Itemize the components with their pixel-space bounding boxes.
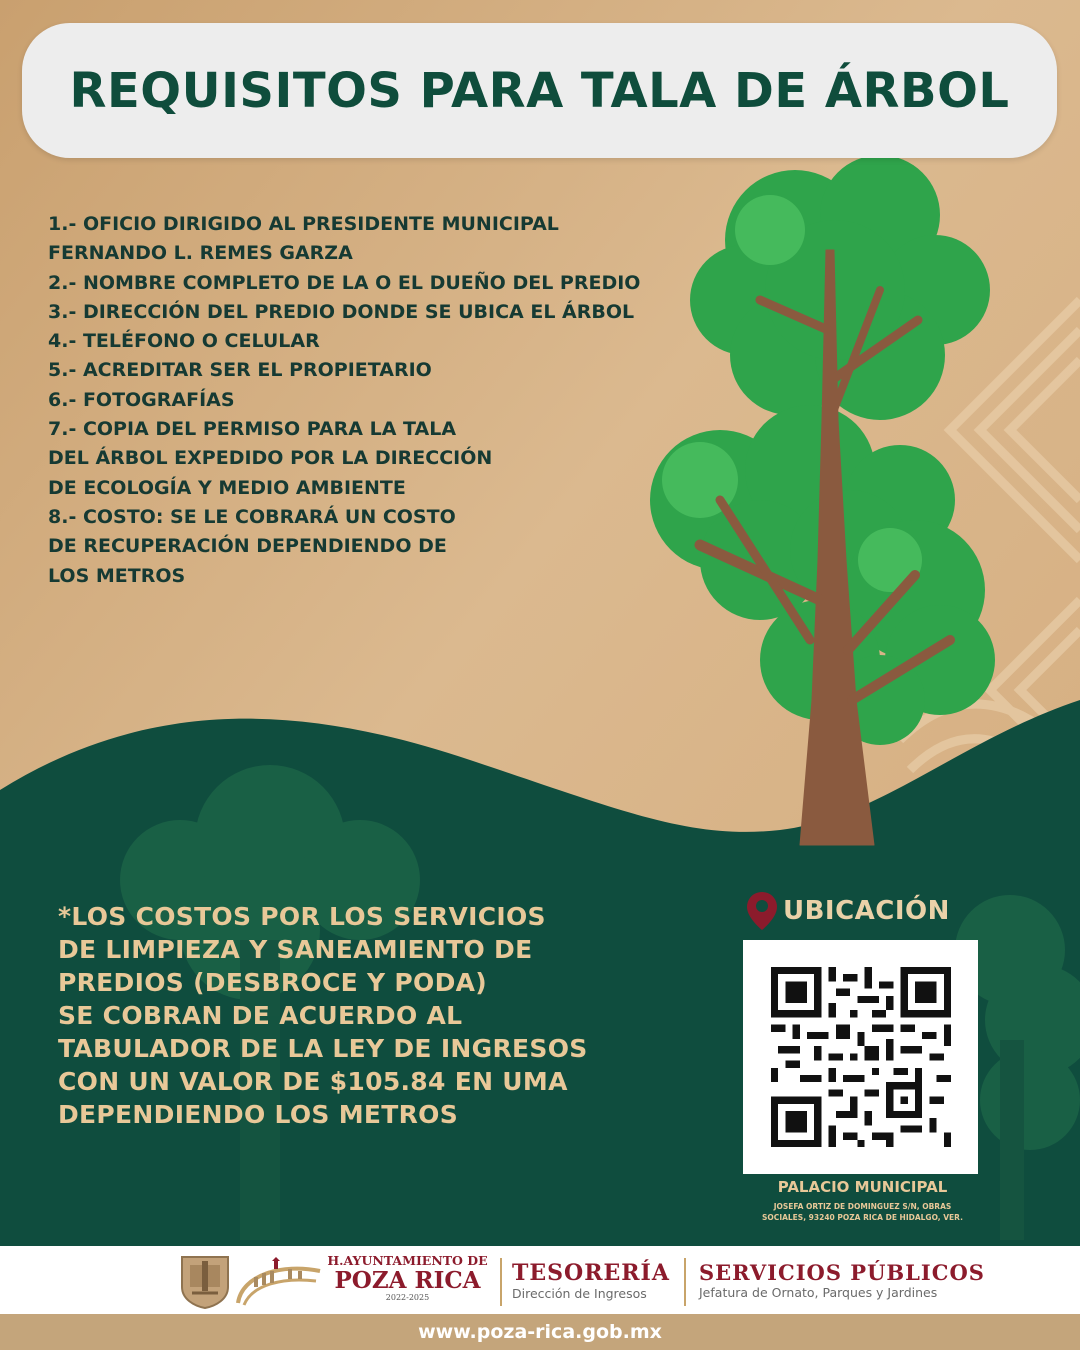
- qr-code[interactable]: [743, 940, 978, 1174]
- location-heading: [745, 890, 950, 932]
- ayuntamiento-wordmark: [325, 1253, 490, 1303]
- address-line: SOCIALES, 93240 POZA RICA DE HIDALGO, VER.: [762, 1213, 963, 1222]
- page-title: REQUISITOS PARA TALA DE ÁRBOL: [69, 62, 1010, 119]
- title-card: [22, 23, 1057, 158]
- requirement-line: DEL ÁRBOL EXPEDIDO POR LA DIRECCIÓN: [48, 447, 493, 470]
- requirement-line: 6.- FOTOGRAFÍAS: [48, 388, 235, 411]
- requirement-line: 8.- COSTO: SE LE COBRARÁ UN COSTO: [48, 505, 456, 528]
- tesoreria-sub: Dirección de Ingresos: [512, 1286, 647, 1301]
- cost-note-line: DEPENDIENDO LOS METROS: [58, 1100, 459, 1129]
- requirement-line: DE RECUPERACIÓN DEPENDIENDO DE: [48, 535, 447, 558]
- cost-note-line: *LOS COSTOS POR LOS SERVICIOS: [58, 902, 546, 931]
- cost-note-line: PREDIOS (DESBROCE Y PODA): [58, 968, 488, 997]
- url-bar: [0, 1314, 1080, 1350]
- city-crest-logo: [178, 1253, 232, 1309]
- servicios-name: SERVICIOS PÚBLICOS: [699, 1260, 985, 1285]
- ayuntamiento-years: 2022-2025: [385, 1293, 430, 1302]
- servicios-wordmark: [699, 1260, 985, 1300]
- tesoreria-wordmark: [512, 1260, 670, 1301]
- requirement-line: 2.- NOMBRE COMPLETO DE LA O EL DUEÑO DEL PREDIO: [48, 271, 641, 294]
- tesoreria-name: TESORERÍA: [512, 1260, 670, 1286]
- footer-divider: [684, 1258, 686, 1306]
- location-label: UBICACIÓN: [783, 896, 950, 926]
- cost-note: [58, 900, 698, 1131]
- cost-note-line: CON UN VALOR DE $105.84 EN UMA: [58, 1067, 568, 1096]
- map-pin-icon: [745, 890, 779, 932]
- requirement-line: 1.- OFICIO DIRIGIDO AL PRESIDENTE MUNICIPAL: [48, 213, 559, 235]
- website-link[interactable]: www.poza-rica.gob.mx: [418, 1321, 662, 1343]
- requirement-line: 4.- TELÉFONO O CELULAR: [48, 330, 320, 353]
- requirement-line: 3.- DIRECCIÓN DEL PREDIO DONDE SE UBICA EL ÁRBOL: [48, 300, 635, 323]
- cost-note-line: TABULADOR DE LA LEY DE INGRESOS: [58, 1034, 588, 1063]
- location-place: PALACIO MUNICIPAL: [777, 1178, 948, 1196]
- qr-code-image: [771, 967, 951, 1147]
- location-address: [740, 1201, 985, 1223]
- requirement-line: FERNANDO L. REMES GARZA: [48, 242, 353, 265]
- requirement-line: DE ECOLOGÍA Y MEDIO AMBIENTE: [48, 476, 406, 499]
- cost-note-line: DE LIMPIEZA Y SANEAMIENTO DE: [58, 935, 533, 964]
- ayuntamiento-line1: H.AYUNTAMIENTO DE: [327, 1253, 488, 1268]
- ayuntamiento-line2: POZA RICA: [334, 1267, 481, 1294]
- requirement-line: LOS METROS: [48, 564, 186, 587]
- servicios-sub: Jefatura de Ornato, Parques y Jardines: [699, 1285, 938, 1300]
- requirements-list: [48, 210, 688, 591]
- ayuntamiento-emblem-logo: [232, 1255, 324, 1310]
- requirement-line: 5.- ACREDITAR SER EL PROPIETARIO: [48, 359, 432, 382]
- address-line: JOSEFA ORTIZ DE DOMINGUEZ S/N, OBRAS: [773, 1202, 952, 1211]
- requirement-line: 7.- COPIA DEL PERMISO PARA LA TALA: [48, 418, 457, 441]
- cost-note-line: SE COBRAN DE ACUERDO AL: [58, 1001, 463, 1030]
- footer-divider: [500, 1258, 502, 1306]
